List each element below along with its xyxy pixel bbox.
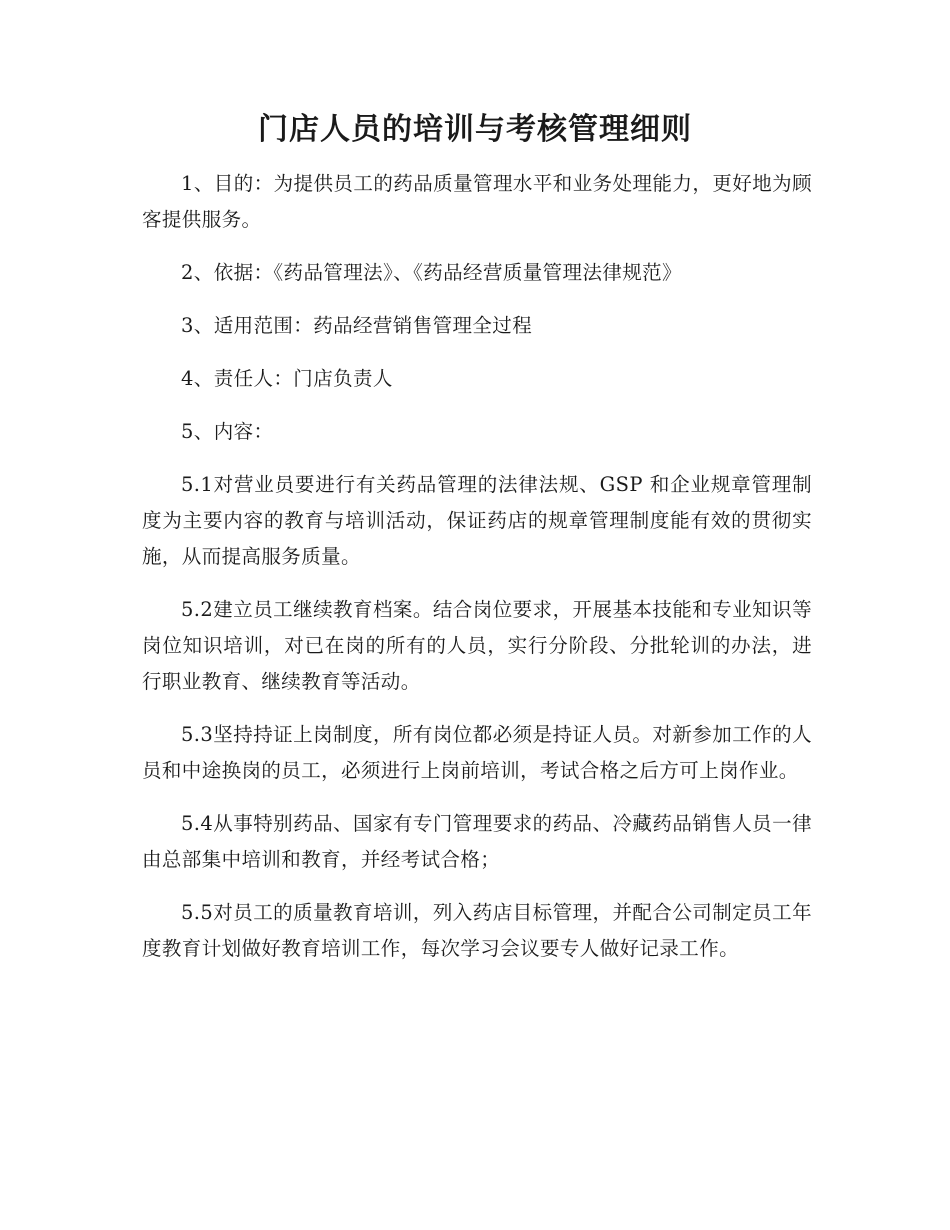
paragraph-5-5: 5.5对员工的质量教育培训，列入药店目标管理，并配合公司制定员工年度教育计划做好教育培训工作，每次学习会议要专人做好记录工作。 bbox=[142, 901, 812, 960]
paragraph-5-2: 5.2建立员工继续教育档案。结合岗位要求，开展基本技能和专业知识等岗位知识培训，对已在岗的所有的人员，实行分阶段、分批轮训的办法，进行职业教育、继续教育等活动。 bbox=[142, 598, 812, 693]
paragraph-5-3: 5.3坚持持证上岗制度，所有岗位都必须是持证人员。对新参加工作的人员和中途换岗的员工，必须进行上岗前培训，考试合格之后方可上岗作业。 bbox=[142, 723, 812, 782]
paragraph-5-1: 5.1对营业员要进行有关药品管理的法律法规、GSP 和企业规章管理制度为主要内容的教育与培训活动，保证药店的规章管理制度能有效的贯彻实施，从而提高服务质量。 bbox=[142, 473, 812, 568]
paragraph-purpose: 1、目的：为提供员工的药品质量管理水平和业务处理能力，更好地为顾客提供服务。 bbox=[142, 172, 812, 231]
document-title: 门店人员的培训与考核管理细则 bbox=[258, 112, 692, 147]
document-body bbox=[142, 166, 812, 984]
paragraph-5-4: 5.4从事特别药品、国家有专门管理要求的药品、冷藏药品销售人员一律由总部集中培训和教育，并经考试合格； bbox=[142, 812, 812, 871]
paragraph-basis: 2、依据：《药品管理法》、《药品经营质量管理法律规范》 bbox=[181, 261, 682, 284]
paragraph-responsible-person: 4、责任人：门店负责人 bbox=[181, 367, 393, 390]
paragraph-content-heading: 5、内容： bbox=[181, 420, 274, 443]
paragraph-scope: 3、适用范围：药品经营销售管理全过程 bbox=[181, 314, 533, 337]
